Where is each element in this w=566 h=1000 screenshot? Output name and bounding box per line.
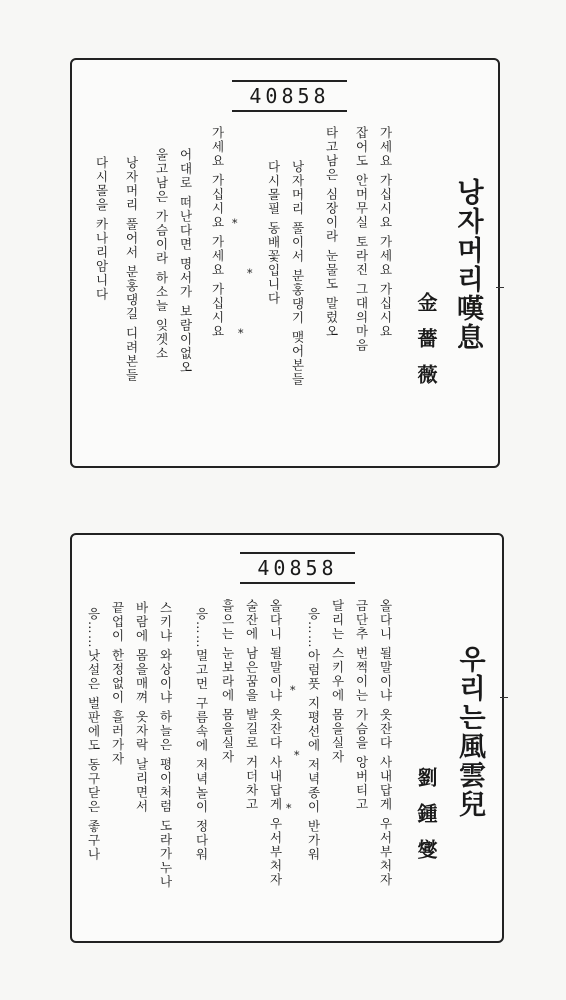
edge-tick [496, 287, 504, 288]
poem-title: 낭자머리嘆息 [452, 178, 483, 352]
section-mark: * [290, 684, 296, 697]
poem-line: 끝업이 한정없이 흘러가자 [110, 601, 125, 766]
catalog-number: 40858 [232, 80, 347, 112]
poem-line: 울고남은 가슴이라 하소늘 잊겟소 [154, 148, 169, 361]
edge-tick [500, 697, 508, 698]
poem-line: 가세요 가십시요 가세요 가십시요 [210, 126, 225, 339]
section-mark: * [294, 749, 300, 762]
poem-author: 金薔薇 [414, 292, 438, 400]
poem-card-2 [70, 533, 504, 943]
poem-line: 스키냐 와상이냐 하늘은 평이처럼 도라가누나 [158, 601, 173, 889]
poem-line: 응……아럼풋 지평선에 저녁종이 반가워 [306, 607, 321, 862]
poem-line: 흘으는 눈보라에 몸을실자 [220, 599, 235, 764]
poem-card-1 [70, 58, 500, 468]
poem-line: 다시몰필 동배꽃입니다 [266, 160, 281, 306]
poem-line: 낭자머리 풀어서 분홍댕길 디려본들 [124, 156, 139, 383]
poem-author: 劉鍾燮 [414, 767, 438, 875]
poem-line: 바람에 몸을매껴 옷자락 날리면서 [134, 601, 149, 814]
poem-line: 올다니 될말이냐 옷잔다 사내답게 우서부처자 [378, 599, 393, 887]
poem-line: 타고남은 심장이라 눈물도 말렀오 [324, 126, 339, 339]
poem-line: 응……멀고먼 구름속에 저녁놀이 정다워 [194, 607, 209, 862]
poem-line: 다시몰을 카나리암니다 [94, 156, 109, 302]
section-mark: * [247, 267, 253, 280]
poem-line: 잡어도 안머무실 토라진 그대의마음 [354, 126, 369, 353]
poem-line: 술잔에 남은꿈을 발길로 거더차고 [244, 599, 259, 812]
section-mark: * [232, 217, 238, 230]
poem-title: 우리는風雲兒 [454, 645, 485, 819]
poem-line: 금단추 번쩍이는 가슴을 앙버티고 [354, 599, 369, 812]
poem-line: 응……낫설은 벌판에도 동구닫은 좋구나 [86, 607, 101, 862]
poem-line: 달리는 스키우에 몸을실자 [330, 599, 345, 764]
poem-line: 어대로 떠난다면 명서가 보람이없오 [178, 148, 193, 375]
section-mark: * [238, 327, 244, 340]
poem-line: 가세요 가십시요 가세요 가십시요 [378, 126, 393, 339]
poem-line: 올다니 될말이냐 옷잔다 사내답게 우서부처자 [268, 599, 283, 887]
poem-line: 낭자머리 풀이서 분홍댕기 맺어본들 [290, 160, 305, 387]
catalog-number: 40858 [240, 552, 355, 584]
section-mark: * [286, 802, 292, 815]
